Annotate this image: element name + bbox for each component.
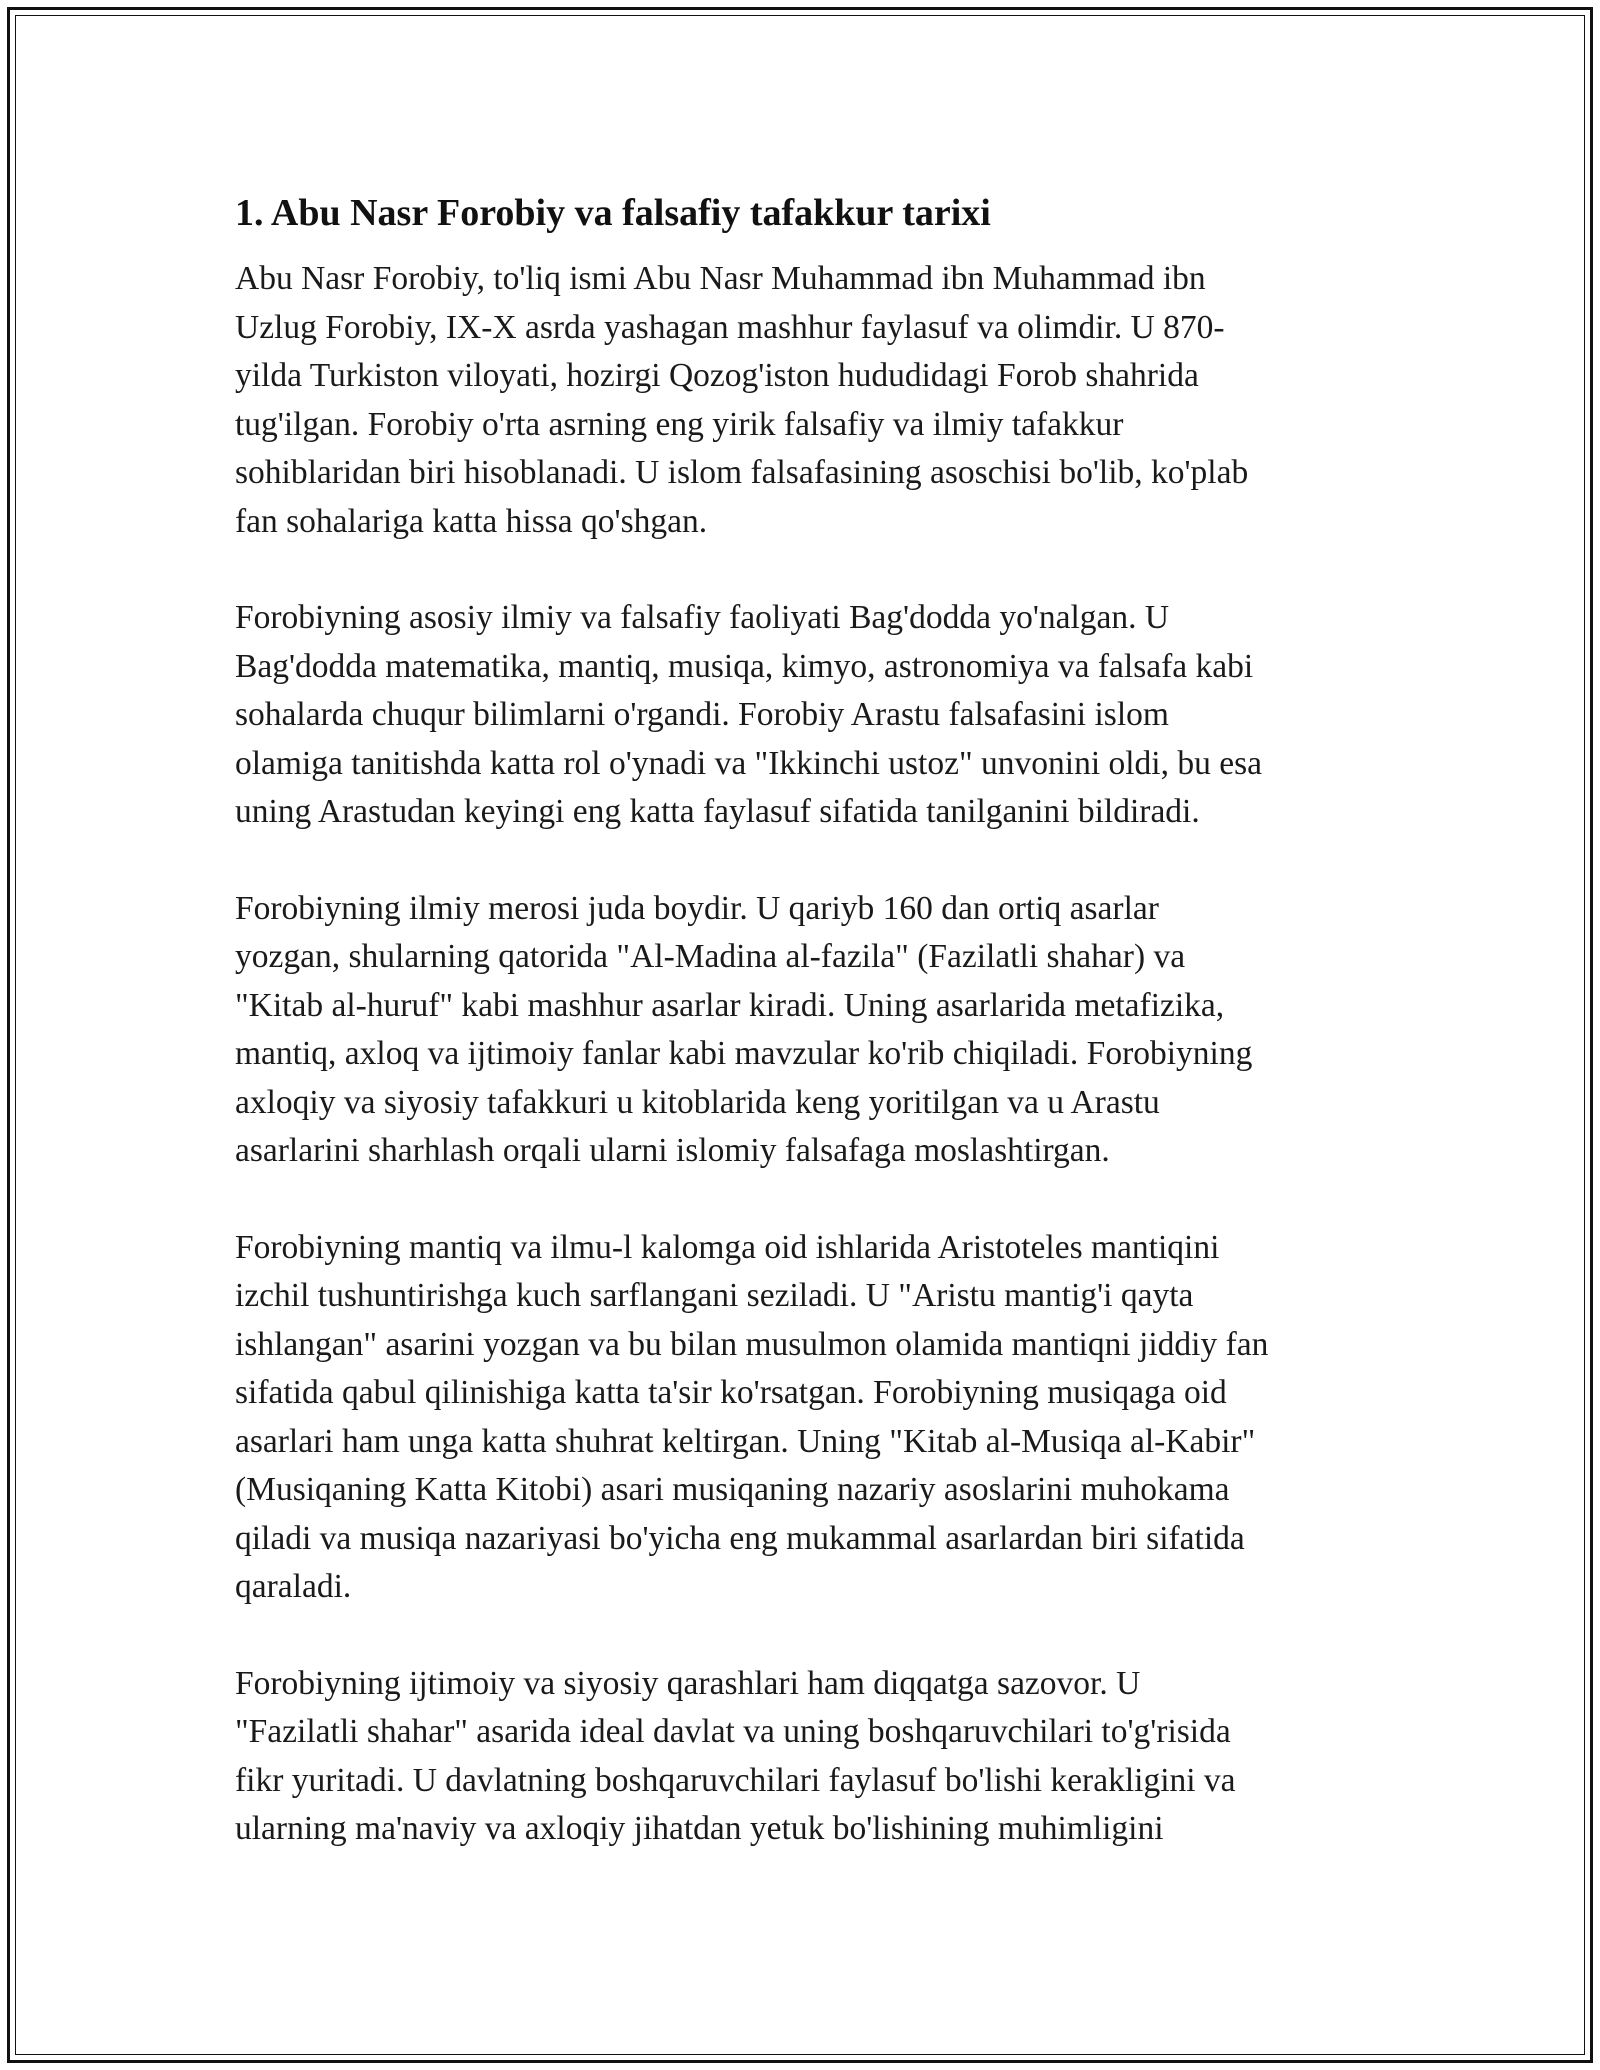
paragraph-line: "Fazilatli shahar" asarida ideal davlat va uning boshqaruvchilari to'g'risida bbox=[235, 1713, 1231, 1750]
paragraph-line: sohiblaridan biri hisoblanadi. U islom falsafasining asoschisi bo'lib, ko'plab bbox=[235, 454, 1249, 491]
paragraph-list bbox=[235, 255, 1365, 1854]
paragraph-line: izchil tushuntirishga kuch sarflangani seziladi. U "Aristu mantig'i qayta bbox=[235, 1277, 1194, 1314]
paragraph-line: qiladi va musiqa nazariyasi bo'yicha eng mukammal asarlardan biri sifatida bbox=[235, 1519, 1245, 1557]
paragraph-line: ishlangan" asarini yozgan va bu bilan musulmon olamida mantiqni jiddiy fan bbox=[235, 1325, 1269, 1363]
paragraph bbox=[235, 1224, 1365, 1612]
paragraph-line: sohalarda chuqur bilimlarni o'rgandi. Forobiy Arastu falsafasini islom bbox=[235, 696, 1169, 733]
paragraph-line: ularning ma'naviy va axloqiy jihatdan yetuk bo'lishining muhimligini bbox=[235, 1810, 1164, 1847]
paragraph-line: asarlari ham unga katta shuhrat keltirgan. Uning "Kitab al-Musiqa al-Kabir" bbox=[235, 1422, 1256, 1460]
paragraph-line: Forobiyning ilmiy merosi juda boydir. U qariyb 160 dan ortiq asarlar bbox=[235, 889, 1159, 927]
paragraph-line: tug'ilgan. Forobiy o'rta asrning eng yirik falsafiy va ilmiy tafakkur bbox=[235, 405, 1124, 443]
paragraph-line: sifatida qabul qilinishiga katta ta'sir ko'rsatgan. Forobiyning musiqaga oid bbox=[235, 1374, 1227, 1411]
paragraph bbox=[235, 885, 1365, 1176]
paragraph-line: uning Arastudan keyingi eng katta faylasuf sifatida tanilganini bildiradi. bbox=[235, 793, 1200, 830]
paragraph-line: (Musiqaning Katta Kitobi) asari musiqaning nazariy asoslarini muhokama bbox=[235, 1471, 1230, 1508]
paragraph-line: fan sohalariga katta hissa qo'shgan. bbox=[235, 502, 708, 540]
paragraph-line: yilda Turkiston viloyati, hozirgi Qozog'iston hududidagi Forob shahrida bbox=[235, 357, 1199, 394]
paragraph-line: Forobiyning asosiy ilmiy va falsafiy faoliyati Bag'dodda yo'nalgan. U bbox=[235, 599, 1170, 636]
paragraph-line: mantiq, axloq va ijtimoiy fanlar kabi mavzular ko'rib chiqiladi. Forobiyning bbox=[235, 1035, 1253, 1072]
paragraph-line: "Kitab al-huruf" kabi mashhur asarlar kiradi. Uning asarlarida metafizika, bbox=[235, 986, 1225, 1024]
section-heading: 1. Abu Nasr Forobiy va falsafiy tafakkur tarixi bbox=[235, 192, 991, 234]
paragraph bbox=[235, 594, 1365, 837]
paragraph-line: Bag'dodda matematika, mantiq, musiqa, kimyo, astronomiya va falsafa kabi bbox=[235, 647, 1254, 685]
paragraph-line: fikr yuritadi. U davlatning boshqaruvchilari faylasuf bo'lishi kerakligini va bbox=[235, 1761, 1236, 1799]
paragraph bbox=[235, 1660, 1365, 1854]
document-body bbox=[235, 185, 1365, 1902]
paragraph-line: olamiga tanitishda katta rol o'ynadi va "Ikkinchi ustoz" unvonini oldi, bu esa bbox=[235, 744, 1263, 782]
paragraph-line: Forobiyning mantiq va ilmu-l kalomga oid ishlarida Aristoteles mantiqini bbox=[235, 1228, 1220, 1266]
paragraph-line: asarlarini sharhlash orqali ularni islomiy falsafaga moslashtirgan. bbox=[235, 1132, 1110, 1169]
paragraph-line: Abu Nasr Forobiy, to'liq ismi Abu Nasr Muhammad ibn Muhammad ibn bbox=[235, 260, 1206, 297]
paragraph-line: Forobiyning ijtimoiy va siyosiy qarashlari ham diqqatga sazovor. U bbox=[235, 1664, 1141, 1702]
paragraph-line: Uzlug Forobiy, IX-X asrda yashagan mashhur faylasuf va olimdir. U 870- bbox=[235, 308, 1225, 346]
paragraph-line: qaraladi. bbox=[235, 1568, 352, 1605]
paragraph-line: axloqiy va siyosiy tafakkuri u kitoblarida keng yoritilgan va u Arastu bbox=[235, 1083, 1160, 1121]
paragraph-line: yozgan, shularning qatorida "Al-Madina al-fazila" (Fazilatli shahar) va bbox=[235, 938, 1186, 975]
paragraph bbox=[235, 255, 1365, 546]
